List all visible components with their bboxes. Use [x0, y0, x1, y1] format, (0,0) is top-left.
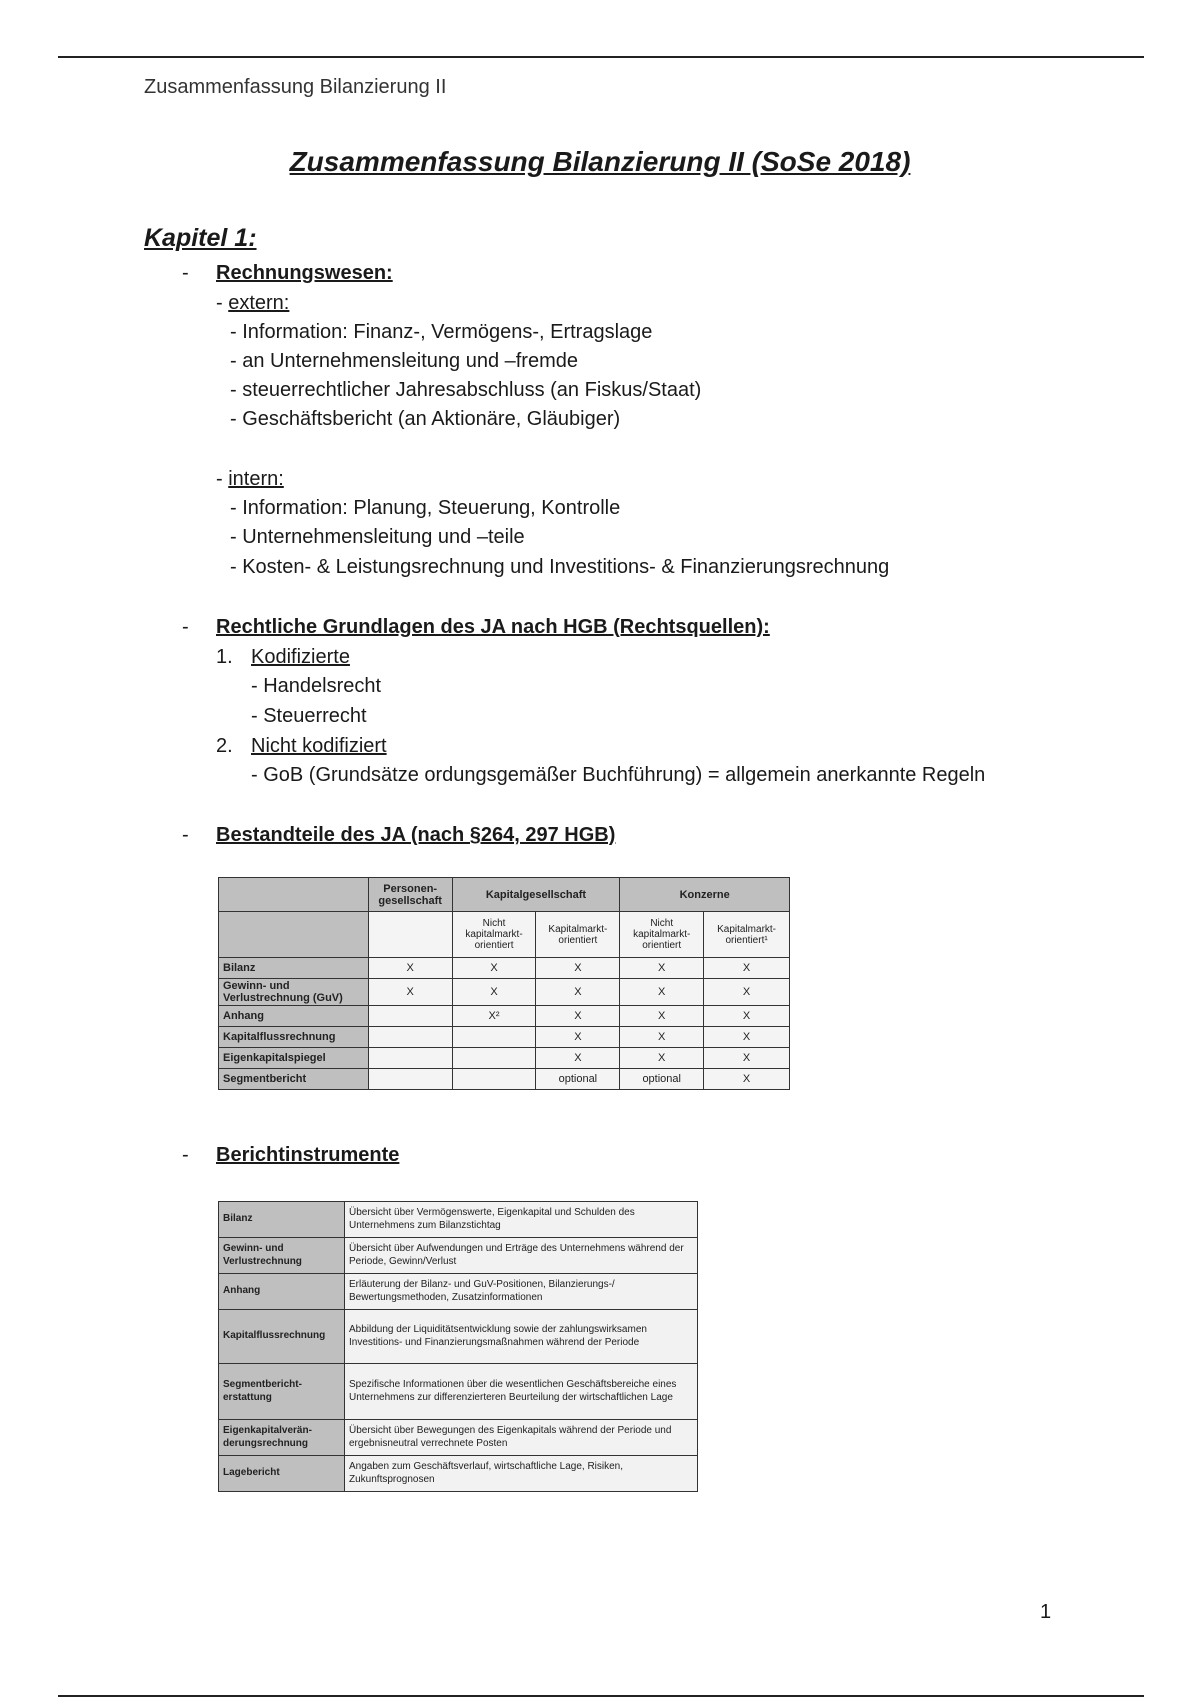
table-row — [219, 1364, 698, 1420]
table-row — [219, 1238, 698, 1274]
table-cell: X — [452, 958, 536, 979]
table-cell — [452, 1048, 536, 1069]
term-cell: Kapitalflussrechnung — [219, 1310, 345, 1364]
section-heading-bestandteile: Bestandteile des JA (nach §264, 297 HGB) — [216, 824, 616, 846]
row-label: Kapitalflussrechnung — [219, 1027, 369, 1048]
table-cell: X — [704, 958, 790, 979]
list-item: - Kosten- & Leistungsrechnung und Investitions- & Finanzierungsrechnung — [230, 556, 890, 578]
table-cell — [368, 1048, 452, 1069]
list-item: - Steuerrecht — [251, 705, 367, 727]
table-row — [219, 1310, 698, 1364]
berichtinstrumente-table — [218, 1201, 698, 1492]
extern-label-text: extern: — [228, 292, 290, 314]
table-cell: X — [536, 1027, 620, 1048]
table-cell: X — [704, 1006, 790, 1027]
table-cell: X — [368, 979, 452, 1006]
table-row — [219, 1456, 698, 1492]
column-group-header: Kapitalgesellschaft — [452, 878, 620, 912]
table-cell: optional — [536, 1069, 620, 1090]
table-cell: X² — [452, 1006, 536, 1027]
row-label: Eigenkapitalspiegel — [219, 1048, 369, 1069]
column-sub-header: Kapitalmarkt-orientiert¹ — [704, 912, 790, 958]
table-cell: X — [620, 1027, 704, 1048]
intern-label: - intern: — [216, 468, 284, 490]
table-cell: X — [452, 979, 536, 1006]
numbered-item-number: 2. — [216, 735, 233, 757]
column-group-header: Konzerne — [620, 878, 790, 912]
table-row — [219, 1027, 790, 1048]
term-cell: Bilanz — [219, 1202, 345, 1238]
table-row — [219, 1202, 698, 1238]
table-row — [219, 958, 790, 979]
description-cell: Erläuterung der Bilanz- und GuV-Positionen, Bilanzierungs-/ Bewertungsmethoden, Zusatzinformationen — [345, 1274, 698, 1310]
term-cell: Anhang — [219, 1274, 345, 1310]
footer-rule — [58, 1695, 1144, 1697]
list-item: - Information: Planung, Steuerung, Kontrolle — [230, 497, 621, 519]
list-item: - steuerrechtlicher Jahresabschluss (an Fiskus/Staat) — [230, 379, 702, 401]
table-cell: X — [704, 1048, 790, 1069]
table-cell: X — [536, 1006, 620, 1027]
description-cell: Angaben zum Geschäftsverlauf, wirtschaftliche Lage, Risiken, Zukunftsprognosen — [345, 1456, 698, 1492]
list-item: - Unternehmensleitung und –teile — [230, 526, 525, 548]
table-row — [219, 1274, 698, 1310]
bullet-marker: - — [182, 824, 189, 846]
bullet-marker: - — [182, 1144, 189, 1166]
list-item: - GoB (Grundsätze ordungsgemäßer Buchführung) = allgemein anerkannte Regeln — [251, 764, 986, 786]
numbered-item-label: Kodifizierte — [251, 646, 350, 668]
table-cell: X — [704, 1027, 790, 1048]
table-row — [219, 979, 790, 1006]
table-cell: X — [620, 958, 704, 979]
column-sub-header: Nicht kapitalmarkt-orientiert — [620, 912, 704, 958]
table-row — [219, 1069, 790, 1090]
table-corner-cell — [219, 912, 369, 958]
table-cell: X — [620, 1048, 704, 1069]
table-cell: X — [620, 1006, 704, 1027]
description-cell: Übersicht über Aufwendungen und Erträge des Unternehmens während der Periode, Gewinn/Verlust — [345, 1238, 698, 1274]
table-cell: X — [536, 958, 620, 979]
table-cell — [368, 1027, 452, 1048]
chapter-heading: Kapitel 1: — [144, 224, 257, 252]
table-cell — [368, 1006, 452, 1027]
section-heading-rechnungswesen: Rechnungswesen: — [216, 262, 393, 284]
page-number: 1 — [1040, 1601, 1052, 1623]
term-cell: Eigenkapitalverän-derungsrechnung — [219, 1420, 345, 1456]
table-cell: X — [536, 1048, 620, 1069]
column-group-header: Personen-gesellschaft — [368, 878, 452, 912]
table-row — [219, 1006, 790, 1027]
bestandteile-table — [218, 877, 790, 1090]
table-cell — [452, 1069, 536, 1090]
table-corner-cell — [219, 878, 369, 912]
row-label: Anhang — [219, 1006, 369, 1027]
row-label: Gewinn- und Verlustrechnung (GuV) — [219, 979, 369, 1006]
description-cell: Abbildung der Liquiditätsentwicklung sowie der zahlungswirksamen Investitions- und Finanzierungsmaßnahmen während der Periode — [345, 1310, 698, 1364]
list-item: - Information: Finanz-, Vermögens-, Ertragslage — [230, 321, 653, 343]
table-cell: X — [368, 958, 452, 979]
description-cell: Spezifische Informationen über die wesentlichen Geschäftsbereiche eines Unternehmens zur differenzierteren Beurteilung der wirtschaftlichen Lage — [345, 1364, 698, 1420]
intern-label-text: intern: — [228, 468, 284, 490]
bullet-marker: - — [182, 262, 189, 284]
table-cell — [368, 912, 452, 958]
table-row — [219, 1048, 790, 1069]
document-title: Zusammenfassung Bilanzierung II (SoSe 2018) — [289, 146, 911, 177]
extern-label: - extern: — [216, 292, 290, 314]
table-cell — [368, 1069, 452, 1090]
row-label: Segmentbericht — [219, 1069, 369, 1090]
row-label: Bilanz — [219, 958, 369, 979]
list-item: - an Unternehmensleitung und –fremde — [230, 350, 578, 372]
column-sub-header: Nicht kapitalmarkt-orientiert — [452, 912, 536, 958]
section-heading-rechtliche-grundlagen: Rechtliche Grundlagen des JA nach HGB (Rechtsquellen): — [216, 616, 770, 638]
running-head: Zusammenfassung Bilanzierung II — [144, 76, 447, 98]
table-cell: X — [704, 1069, 790, 1090]
term-cell: Gewinn- und Verlustrechnung — [219, 1238, 345, 1274]
table-cell: X — [704, 979, 790, 1006]
table-cell — [452, 1027, 536, 1048]
table-cell: optional — [620, 1069, 704, 1090]
table-cell: X — [620, 979, 704, 1006]
term-cell: Segmentbericht-erstattung — [219, 1364, 345, 1420]
description-cell: Übersicht über Vermögenswerte, Eigenkapital und Schulden des Unternehmens zum Bilanzstichtag — [345, 1202, 698, 1238]
header-rule — [58, 56, 1144, 58]
list-item: - Handelsrecht — [251, 675, 382, 697]
numbered-item-label: Nicht kodifiziert — [251, 735, 387, 757]
term-cell: Lagebericht — [219, 1456, 345, 1492]
table-cell: X — [536, 979, 620, 1006]
bullet-marker: - — [182, 616, 189, 638]
description-cell: Übersicht über Bewegungen des Eigenkapitals während der Periode und ergebnisneutral verrechnete Posten — [345, 1420, 698, 1456]
column-sub-header: Kapitalmarkt-orientiert — [536, 912, 620, 958]
numbered-item-number: 1. — [216, 646, 233, 668]
list-item: - Geschäftsbericht (an Aktionäre, Gläubiger) — [230, 408, 621, 430]
section-heading-berichtinstrumente: Berichtinstrumente — [216, 1144, 400, 1166]
table-row — [219, 1420, 698, 1456]
